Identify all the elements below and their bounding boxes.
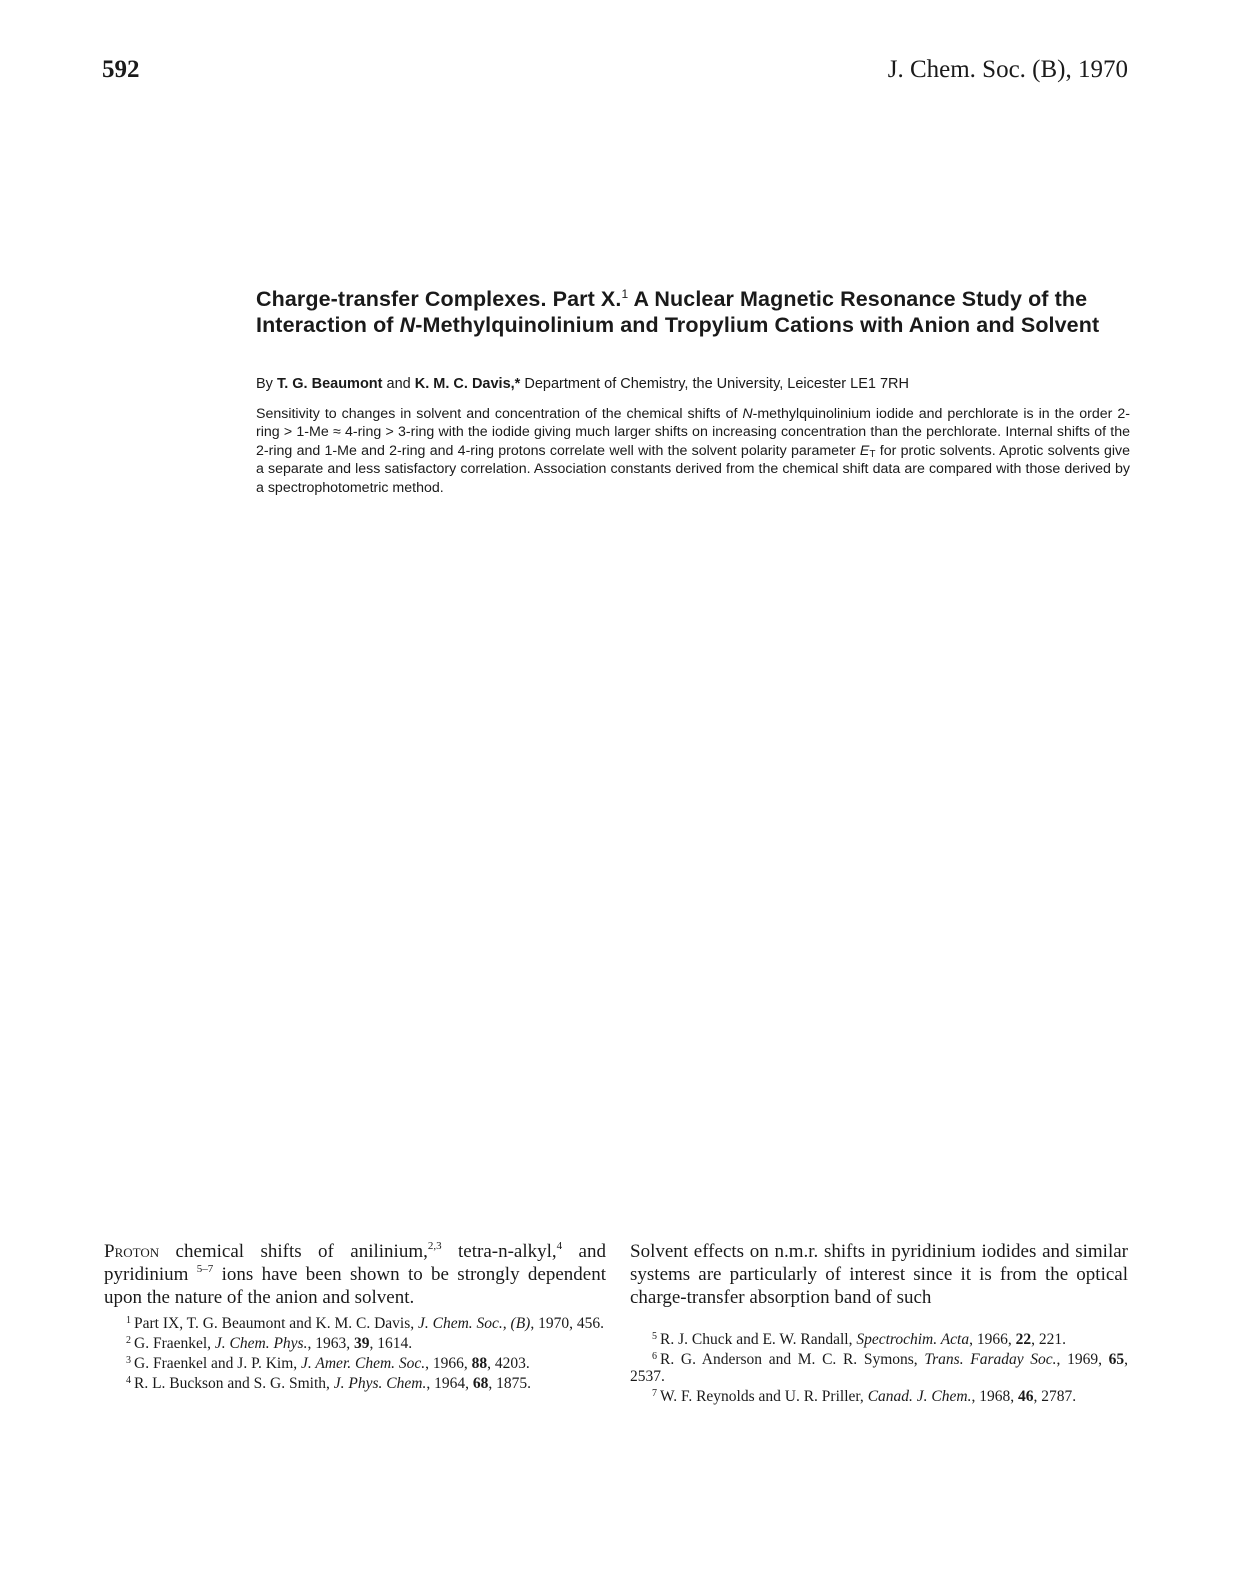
footnote-authors: R. G. Anderson and M. C. R. Symons, [660,1351,925,1368]
footnote-year: , 1968, [971,1388,1018,1405]
footnote-journal: Canad. J. Chem. [867,1388,972,1405]
footnote-authors: G. Fraenkel and J. P. Kim, [134,1355,302,1372]
article-title [256,286,1132,338]
body-left-text-2: tetra-n-alkyl, [441,1241,557,1262]
title-part-3: -Methylquinolinium and Tropylium Cations with Anion and Solvent [415,313,1100,337]
footnotes-right [630,1328,1128,1405]
page-number: 592 [102,56,140,83]
footnote-volume: 88 [471,1355,488,1372]
footnote-number: 3 [126,1355,131,1366]
et-symbol: E [859,442,870,459]
ref-4: 4 [556,1240,563,1252]
author-2: K. M. C. Davis,* [414,376,521,392]
body-left-text-1: chemical shifts of anilinium, [159,1241,428,1262]
footnote [104,1352,606,1372]
footnote-journal: Trans. Faraday Soc. [924,1351,1057,1368]
body-left-text-3: and pyridinium [104,1241,606,1285]
footnote [630,1385,1128,1405]
affiliation: Department of Chemistry, the University, Leicester LE1 7RH [520,376,910,392]
footnote-journal: J. Chem. Phys. [214,1335,308,1352]
footnote-authors: G. Fraenkel, [134,1335,215,1352]
footnote-volume: 68 [472,1375,489,1392]
footnote-number: 5 [652,1331,657,1342]
footnote-authors: R. J. Chuck and E. W. Randall, [660,1331,857,1348]
author-1: T. G. Beaumont [276,376,383,392]
title-ref: 1 [621,287,629,301]
footnote-page: , 1875. [488,1375,531,1392]
footnote-number: 4 [126,1375,131,1386]
byline-and: and [382,376,415,392]
ref-2-3: 2,3 [427,1240,442,1252]
footnote-authors: R. L. Buckson and S. G. Smith, [134,1375,334,1392]
footnote [104,1372,606,1392]
footnote-number: 2 [126,1335,131,1346]
body-left-text-4: ions have been shown to be strongly dependent upon the nature of the anion and solvent. [104,1264,606,1308]
footnote-page: , 1614. [369,1335,413,1352]
footnote-journal: J. Phys. Chem. [333,1375,427,1392]
byline-by: By [256,376,277,392]
et-subscript: T [869,448,876,460]
abstract-p3: for protic solvents. Aprotic solvents give a separate and less satisfactory correlation. Association constants derived from the chemical shift data are compared with those derived by a spectrophotometric method. [256,442,1130,496]
footnote-volume: 39 [353,1335,370,1352]
title-part-1: Charge-transfer Complexes. Part X. [256,287,622,311]
footnote [630,1328,1128,1348]
footnote-page: , 221. [1031,1331,1066,1348]
footnote [104,1312,606,1332]
footnote-year: , 1966, [969,1331,1016,1348]
footnote-volume: 65 [1108,1351,1125,1368]
footnote-volume: 46 [1017,1388,1034,1405]
abstract-n-italic: N [742,406,753,422]
body-right-column: Solvent effects on n.m.r. shifts in pyridinium iodides and similar systems are particularly of interest since it is from the optical charge-transfer absorption band of such [630,1241,1128,1308]
abstract-p1: Sensitivity to changes in solvent and concentration of the chemical shifts of [256,406,743,422]
footnote-journal: J. Chem. Soc., (B) [418,1315,531,1332]
abstract [256,405,1130,497]
footnote-year: , 1970, 456. [530,1315,604,1332]
footnote-authors: Part IX, T. G. Beaumont and K. M. C. Davis, [134,1315,418,1332]
footnote-page: , 4203. [487,1355,530,1372]
footnote-authors: W. F. Reynolds and U. R. Priller, [660,1388,868,1405]
footnote-number: 1 [126,1315,131,1326]
footnote-number: 7 [652,1388,657,1399]
title-part-2: A Nuclear Magnetic Resonance Study of the Interaction of [256,287,1088,337]
footnote-year: , 1964, [426,1375,473,1392]
body-lead-word: Proton [104,1241,160,1262]
footnote-journal: J. Amer. Chem. Soc. [301,1355,426,1372]
footnotes-left [104,1312,606,1392]
footnote-year: , 1963, [307,1335,354,1352]
journal-header: J. Chem. Soc. (B), 1970 [887,56,1128,83]
footnote-year: , 1969, [1056,1351,1109,1368]
footnote-year: , 1966, [425,1355,472,1372]
title-n-italic: N [399,313,416,337]
footnote-page: , 2537. [630,1351,1129,1385]
abstract-p2: -methylquinolinium iodide and perchlorate is in the order 2-ring > 1-Me ≈ 4-ring > 3-ring with the iodide giving much larger shifts on increasing concentration than the perchlorate. Internal shifts of the 2-ring and 1-Me and 2-ring and 4-ring protons correlate well with the solvent polarity parameter [256,406,1130,459]
footnote-journal: Spectrochim. Acta [856,1331,970,1348]
byline [256,374,1136,394]
footnote-volume: 22 [1015,1331,1032,1348]
ref-5-7: 5–7 [196,1263,214,1275]
footnote-number: 6 [652,1351,657,1362]
body-left-column [104,1240,606,1309]
footnote [104,1332,606,1352]
footnote-page: , 2787. [1033,1388,1077,1405]
footnote [630,1348,1128,1385]
